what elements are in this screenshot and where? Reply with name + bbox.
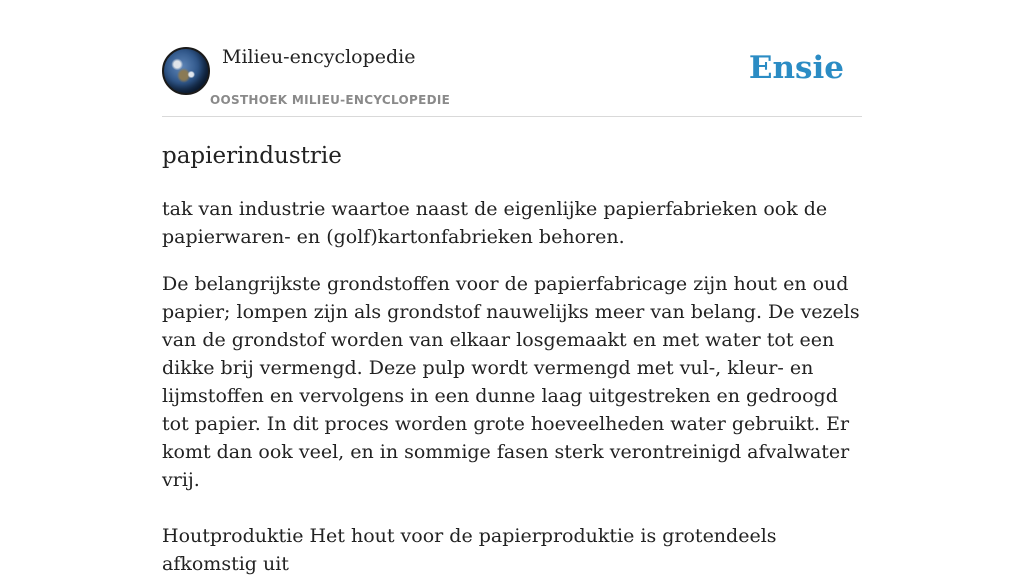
site-header	[162, 0, 862, 117]
globe-icon[interactable]	[162, 47, 210, 95]
site-title[interactable]: Milieu-encyclopedie	[222, 46, 416, 68]
article-paragraph: tak van industrie waartoe naast de eigenlijke papierfabrieken ook de papierwaren- en (golf)kartonfabrieken behoren.	[162, 198, 828, 248]
ensie-brand-link[interactable]: Ensie	[748, 50, 844, 86]
article-title: papierindustrie	[162, 143, 342, 169]
article-paragraph: Houtproduktie Het hout voor de papierproduktie is grotendeels afkomstig uit	[162, 525, 777, 575]
article-paragraph: De belangrijkste grondstoffen voor de papierfabricage zijn hout en oud papier; lompen zijn als grondstof nauwelijks meer van belang. De vezels van de grondstof worden van elkaar losgemaakt en met water tot een dikke brij vermengd. Deze pulp wordt vermengd met vul-, kleur- en lijmstoffen en vervolgens in een dunne laag uitgestreken en gedroogd tot papier. In dit proces worden grote hoeveelheden water gebruikt. Er komt dan ook veel, en in sommige fasen sterk verontreinigd afvalwater vrij.	[162, 273, 860, 491]
page	[162, 0, 862, 578]
site-subtitle: OOSTHOEK MILIEU-ENCYCLOPEDIE	[210, 93, 451, 107]
